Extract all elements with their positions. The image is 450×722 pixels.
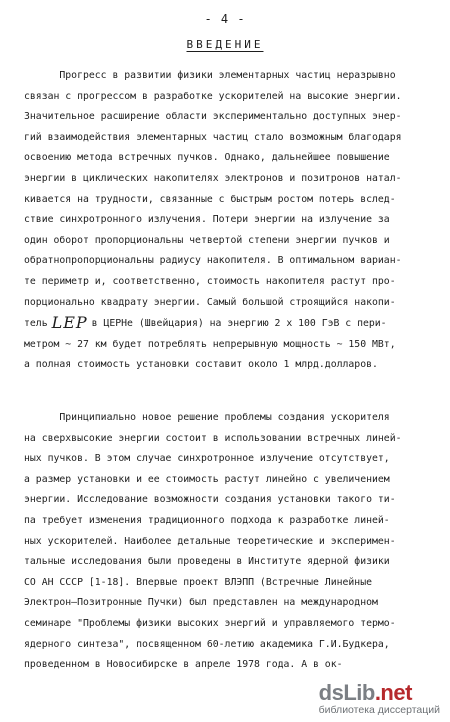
logo-tld: .net xyxy=(374,680,412,705)
text-line: на сверхвысокие энергии состоит в использовании встречных линей- xyxy=(24,432,402,444)
text-line: проведенном в Новосибирске в апреле 1978 года. А в ок- xyxy=(24,659,343,671)
paragraph-1 xyxy=(24,66,444,376)
text-line: тальные исследования были проведены в Институте ядерной физики xyxy=(24,556,390,568)
text-line: освоению метода встречных пучков. Однако, дальнейшее повышение xyxy=(24,152,390,164)
text-line: ных пучков. В этом случае синхротронное излучение отсутствует, xyxy=(24,453,390,465)
text-line: кивается на трудности, связанные с быстрым ростом потерь вслед- xyxy=(24,193,396,205)
text-line: Электрон—Позитронные Пучки) был представлен на международном xyxy=(24,597,378,609)
text-line: ных ускорителей. Наиболее детальные теоретические и эксперимен- xyxy=(24,535,396,547)
text-line: Принципиально новое решение проблемы создания ускорителя xyxy=(24,412,390,423)
text-line: один оборот пропорциональны четвертой степени энергии пучков и xyxy=(24,234,390,246)
page-number: - 4 - xyxy=(204,12,246,26)
text-line: а полная стоимость установки составит около 1 млрд.долларов. xyxy=(24,359,378,371)
text-line: энергии. Исследование возможности создания установки такого ти- xyxy=(24,494,396,506)
watermark-caption: библиотека диссертаций xyxy=(318,704,440,716)
text-line: Значительное расширение области экспериментально доступных энер- xyxy=(24,111,402,123)
text-line-lep xyxy=(24,313,444,335)
dslib-watermark[interactable] xyxy=(319,682,440,716)
paragraph-2 xyxy=(24,408,444,676)
text-line: энергии в циклических накопителях электронов и позитронов натал- xyxy=(24,172,402,184)
logo-main: dsLib xyxy=(318,680,375,705)
text-line: метром ~ 27 км будет потреблять непрерывную мощность ~ 150 МВт, xyxy=(24,338,396,350)
text-line: СО АН СССР [1-18]. Впервые проект ВЛЭПП (Встречные Линейные xyxy=(24,576,372,588)
text-line: гий взаимодействия элементарных частиц стало возможным благодаря xyxy=(24,131,402,143)
text-line: Прогресс в развитии физики элементарных частиц неразрывно xyxy=(24,70,396,81)
text-line: те периметр и, соответственно, стоимость накопителя растут про- xyxy=(24,275,396,287)
text-line: семинаре "Проблемы физики высоких энергий и управляемого термо- xyxy=(24,617,396,629)
dslib-logo xyxy=(319,682,440,704)
text-line: а размер установки и ее стоимость растут линейно с увеличением xyxy=(24,473,390,485)
text-line: порционально квадрату энергии. Самый большой строящийся накопи- xyxy=(24,296,396,308)
text-line: обратнопропорциональны радиусу накопителя. В оптимальном вариан- xyxy=(24,255,402,267)
lep-prefix: тель xyxy=(24,318,48,330)
text-line: ствие синхротронного излучения. Потери энергии на излучение за xyxy=(24,214,390,226)
lep-suffix: в ЦЕРНе (Швейцария) на энергию 2 х 100 ГэВ с пери- xyxy=(91,318,387,330)
text-line: па требует изменения традиционного подхода к разработке линей- xyxy=(24,514,390,526)
section-heading: ВВЕДЕНИЕ xyxy=(186,38,264,51)
lep-handwritten-mark: LEP xyxy=(51,313,88,333)
text-line: связан с прогрессом в разработке ускорителей на высокие энергии. xyxy=(24,90,402,102)
text-line: ядерного синтеза", посвященном 60-летию академика Г.И.Будкера, xyxy=(24,638,390,650)
